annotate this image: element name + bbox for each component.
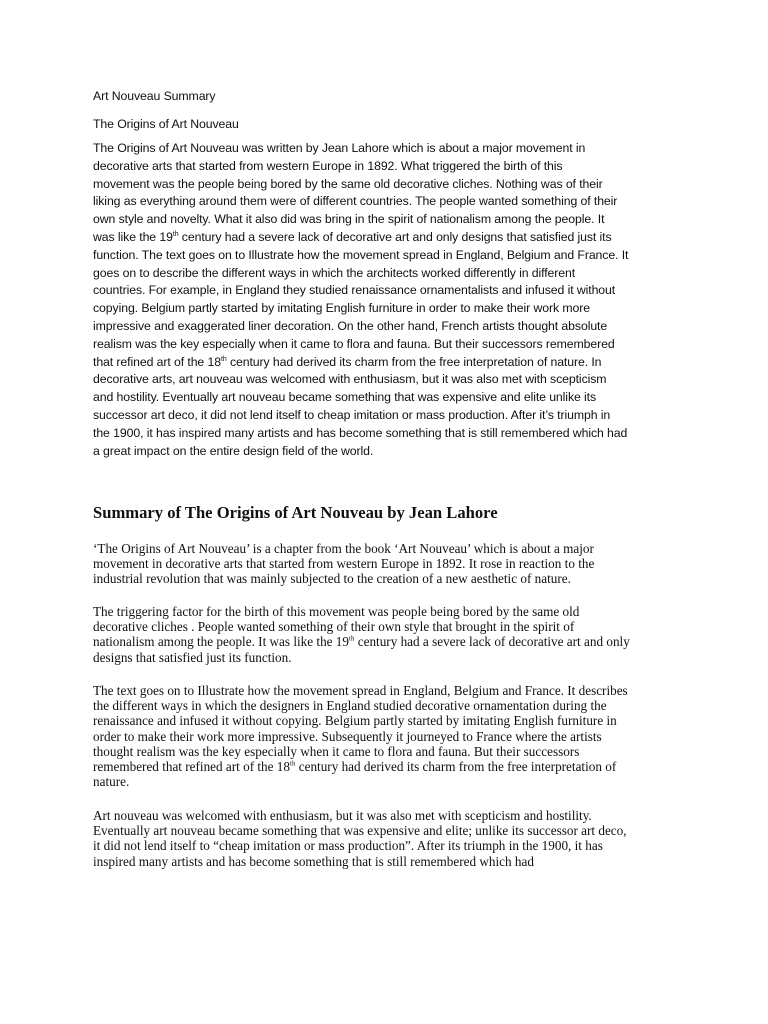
text-line: decorative arts that started from western Europe in 1892. What triggered the birth of this xyxy=(93,158,563,173)
text-line: own style and novelty. What it also did was bring in the spirit of nationalism among the people. It xyxy=(93,212,605,227)
summary-paragraph-original xyxy=(93,140,679,460)
text-line: and hostility. Eventually art nouveau became something that was expensive and elite unlike its xyxy=(93,390,597,405)
text-line: ‘The Origins of Art Nouveau’ is a chapter from the book ‘Art Nouveau’ which is about a major xyxy=(93,541,594,556)
text-line: goes on to describe the different ways in which the architects worked differently in different xyxy=(93,265,576,280)
text-line: successor art deco, it did not lend itself to cheap imitation or mass production. After it’s triumph in xyxy=(93,407,611,422)
ordinal-superscript: th xyxy=(220,355,227,363)
text-line: realism was the key especially when it came to flora and fauna. But their successors remembered xyxy=(93,336,615,351)
text-line: order to make their work more impressive. Subsequently it journeyed to France where the artists xyxy=(93,728,602,744)
summary-heading: Summary of The Origins of Art Nouveau by Jean Lahore xyxy=(93,503,498,522)
text-line: The triggering factor for the birth of this movement was people being bored by the same old xyxy=(93,604,580,619)
text-line: renaissance and infused it without copying. Belgium partly started by imitating English furniture in xyxy=(93,713,617,729)
text-line: function. The text goes on to Illustrate how the movement spread in England, Belgium and France. It xyxy=(93,247,629,262)
text-line xyxy=(93,759,679,774)
text-line: The Origins of Art Nouveau was written by Jean Lahore which is about a major movement in xyxy=(93,141,586,155)
text-line: nature. xyxy=(93,774,130,790)
text-line: movement in decorative arts that started from western Europe in 1892. It rose in reaction to the xyxy=(93,556,595,572)
text-segment: was like the 19 xyxy=(93,229,173,244)
text-line xyxy=(93,229,679,247)
text-segment: century had derived its charm from the free interpretation of xyxy=(295,759,617,775)
text-line: inspired many artists and has become something that is still remembered which had xyxy=(93,853,534,869)
summary-paragraph-4 xyxy=(93,808,679,869)
text-line xyxy=(93,634,679,649)
text-line: a great impact on the entire design field of the world. xyxy=(93,443,374,458)
ordinal-superscript: th xyxy=(172,230,179,238)
text-segment: that refined art of the 18 xyxy=(93,354,221,369)
text-line: movement was the people being bored by the same old decorative cliches. Nothing was of their xyxy=(93,176,603,191)
text-line: countries. For example, in England they studied renaissance ornamentalists and infused it without xyxy=(93,283,616,298)
text-segment: nationalism among the people. It was like the 19 xyxy=(93,634,349,650)
text-line: liking as everything around them were of different countries. The people wanted something of their xyxy=(93,194,618,209)
text-line: Eventually art nouveau became something that was expensive and elite; unlike its successor art deco, xyxy=(93,823,627,839)
summary-paragraph-1 xyxy=(93,541,679,587)
text-line: industrial revolution that was mainly subjected to the creation of a new aesthetic of nature. xyxy=(93,571,571,587)
text-line: Art nouveau was welcomed with enthusiasm, but it was also met with scepticism and hostility. xyxy=(93,808,592,823)
summary-paragraph-2 xyxy=(93,604,679,665)
text-segment: century had a severe lack of decorative art and only xyxy=(354,634,630,650)
text-segment: century had derived its charm from the free interpretation of nature. In xyxy=(226,354,602,369)
text-line: copying. Belgium partly started by imitating English furniture in order to make their work more xyxy=(93,301,590,316)
text-line xyxy=(93,354,679,372)
text-line: decorative arts, art nouveau was welcomed with enthusiasm, but it was also met with scepticism xyxy=(93,372,607,387)
text-line: The text goes on to Illustrate how the movement spread in England, Belgium and France. It describes xyxy=(93,683,628,698)
text-line: designs that satisfied just its function. xyxy=(93,649,292,665)
document-title: Art Nouveau Summary xyxy=(93,89,216,103)
ordinal-superscript: th xyxy=(349,635,355,644)
text-line: the different ways in which the designers in England studied decorative ornamentation during the xyxy=(93,698,607,714)
text-segment: remembered that refined art of the 18 xyxy=(93,759,290,775)
text-line: it did not lend itself to “cheap imitation or mass production”. After its triumph in the 1900, it has xyxy=(93,838,603,854)
ordinal-superscript: th xyxy=(290,759,296,768)
section-subtitle: The Origins of Art Nouveau xyxy=(93,117,239,131)
text-line: decorative cliches . People wanted something of their own style that brought in the spirit of xyxy=(93,619,575,635)
text-line: thought realism was the key especially when it came to flora and fauna. But their successors xyxy=(93,743,580,759)
summary-paragraph-3 xyxy=(93,683,679,789)
text-line: impressive and exaggerated liner decoration. On the other hand, French artists thought absolute xyxy=(93,318,608,333)
text-line: the 1900, it has inspired many artists and has become something that is still remembered which had xyxy=(93,425,628,440)
text-segment: century had a severe lack of decorative art and only designs that satisfied just its xyxy=(178,229,612,244)
